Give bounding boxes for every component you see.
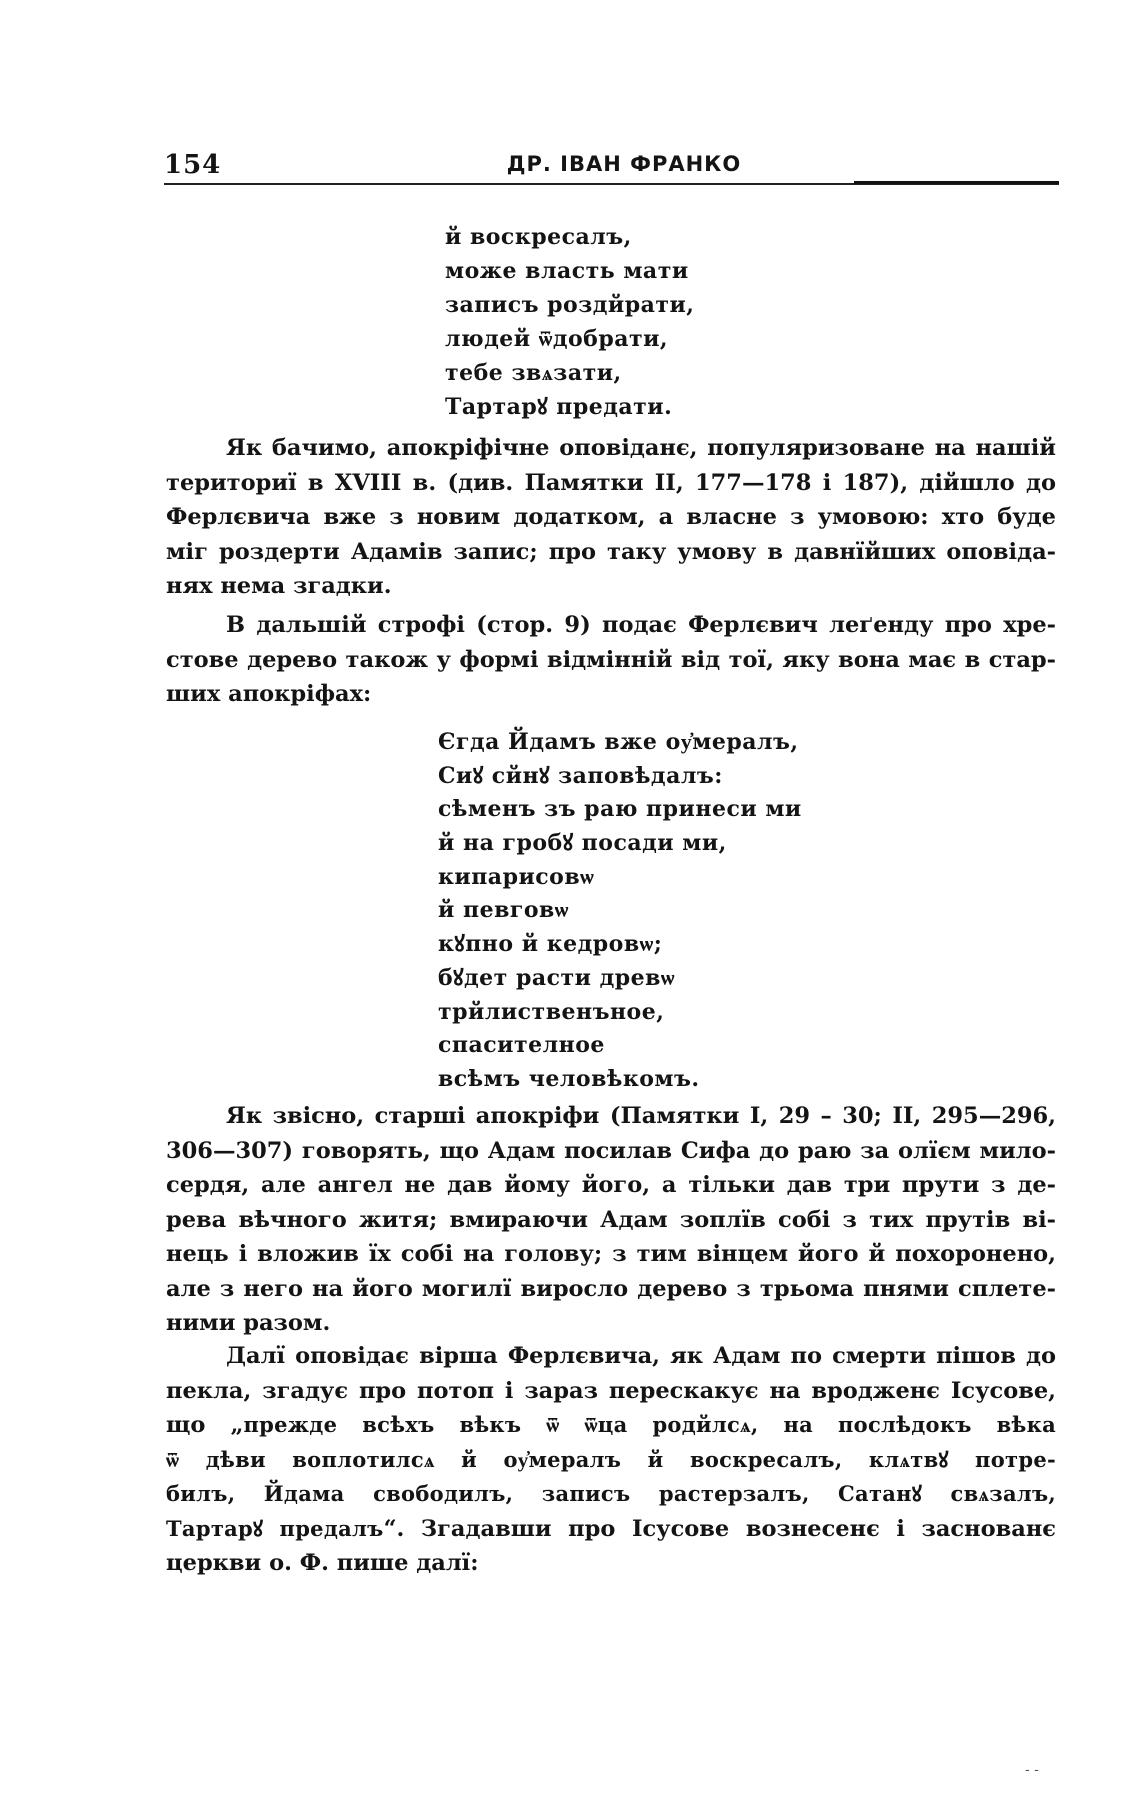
page-number: 154	[164, 150, 222, 180]
text-line	[166, 1408, 1056, 1443]
text-line: териториї в XVIII в. (див. Памятки II, 177—178 і 187), дійшло до	[166, 469, 1056, 496]
church-slavonic-quote: прежде всѣхъ вѣкъ ѿ ѿца родйлсѧ, на послѣдокъ вѣка	[243, 1412, 1056, 1437]
text-line: нях нема згадки.	[166, 573, 392, 599]
verse-line: Тартарꙋ предати.	[445, 394, 673, 420]
verse-block-1	[445, 220, 694, 424]
print-specks: - -	[1025, 1762, 1039, 1778]
text-line	[166, 1477, 1056, 1512]
verse-line: може власть мати	[445, 258, 689, 284]
verse-line: трйлиственъное,	[438, 998, 665, 1025]
text-line: Як бачимо, апокріфічне оповіданє, популяризоване на нашій	[226, 435, 1056, 461]
text-line: Як звісно, старші апокріфи (Памятки I, 29 – 30; II, 295—296,	[226, 1103, 1056, 1129]
verse-line: записъ роздйрати,	[445, 292, 695, 318]
verse-line: всѣмъ человѣкомъ.	[438, 1065, 700, 1092]
text-line: рева вѣчного житя; вмираючи Адам зоплїв собі з тих прутів ві-	[166, 1206, 1056, 1233]
header-rule-accent	[854, 181, 1059, 184]
verse-line: кꙋпно й кедровѡ;	[438, 931, 663, 958]
text-line: Ферлєвича вже з новим додатком, а власне з умовою: хто буде	[166, 504, 1056, 530]
page-header	[164, 150, 1059, 190]
verse-block-2	[438, 726, 802, 1097]
church-slavonic-quote: Тартарꙋ предалъ	[166, 1515, 384, 1541]
text-line: але з него на його могилї виросло дерево з трьома пнями сплете-	[166, 1275, 1056, 1302]
verse-line: тебе звѧзати,	[445, 360, 622, 386]
plain-text: “. Згадавши про Ісусове вознесенє і заснованє	[383, 1515, 1056, 1542]
text-line: стове дерево також у формі відмінній від тої, яку вона має в стар-	[166, 646, 1056, 673]
text-line: сердя, але ангел не дав йому його, а тільки дав три прути з де-	[166, 1172, 1056, 1198]
verse-line: Сиꙋ сйнꙋ заповѣдалъ:	[438, 762, 723, 789]
running-head: ДР. ІВАН ФРАНКО	[506, 152, 742, 176]
verse-line: людей ѿдобрати,	[445, 326, 669, 352]
plain-text: церкви о. Ф. пише далї:	[166, 1550, 479, 1576]
text-line: ними разом.	[166, 1310, 331, 1336]
plain-text: Далї оповідає вірша Ферлєвича, як Адам по смерти пішов до	[226, 1343, 1056, 1369]
text-line	[166, 1512, 1056, 1547]
church-slavonic-quote: билъ, Йдама свободилъ, записъ растерзалъ, Сатанꙋ свѧзалъ,	[166, 1481, 1056, 1506]
verse-line: Єгда Йдамъ вже оу҆мералъ,	[438, 729, 799, 755]
text-line	[166, 1339, 1056, 1374]
text-line: нець і вложив їх собі на голову; з тим вінцем його й похоронено,	[166, 1241, 1056, 1267]
verse-line: й воскресалъ,	[445, 224, 632, 250]
text-line: 306—307) говорять, що Адам посилав Сифа до раю за олїєм мило-	[166, 1137, 1056, 1164]
text-line: міг роздерти Адамів запис; про таку умову в давнїйших оповіда-	[166, 538, 1056, 565]
verse-line: спасителное	[438, 1032, 605, 1059]
verse-line: кипарисовѡ	[438, 863, 595, 890]
verse-line: бꙋдет расти древѡ	[438, 964, 676, 991]
plain-text: що „	[166, 1412, 244, 1438]
text-line: В дальшій строфі (стор. 9) подає Ферлєвич леґенду про хре-	[226, 612, 1056, 638]
paragraph-3	[166, 1099, 1056, 1341]
paragraph-4	[166, 1339, 1056, 1581]
verse-line: й певговѡ	[438, 897, 569, 924]
text-line	[166, 1443, 1056, 1478]
text-line: ших апокріфах:	[166, 681, 372, 707]
paragraph-1	[166, 431, 1056, 604]
text-line	[166, 1546, 1056, 1581]
verse-line: й на гробꙋ посади ми,	[438, 830, 727, 857]
paragraph-2	[166, 608, 1056, 712]
plain-text: пекла, згадує про потоп і зараз перескакує на вродженє Ісусове,	[166, 1377, 1056, 1404]
text-line	[166, 1374, 1056, 1409]
church-slavonic-quote: ѿ дѣви воплотилсѧ й оу҆мералъ й воскресалъ, клѧтвꙋ потре-	[166, 1446, 1056, 1472]
verse-line: сѣменъ зъ раю принеси ми	[438, 796, 802, 823]
